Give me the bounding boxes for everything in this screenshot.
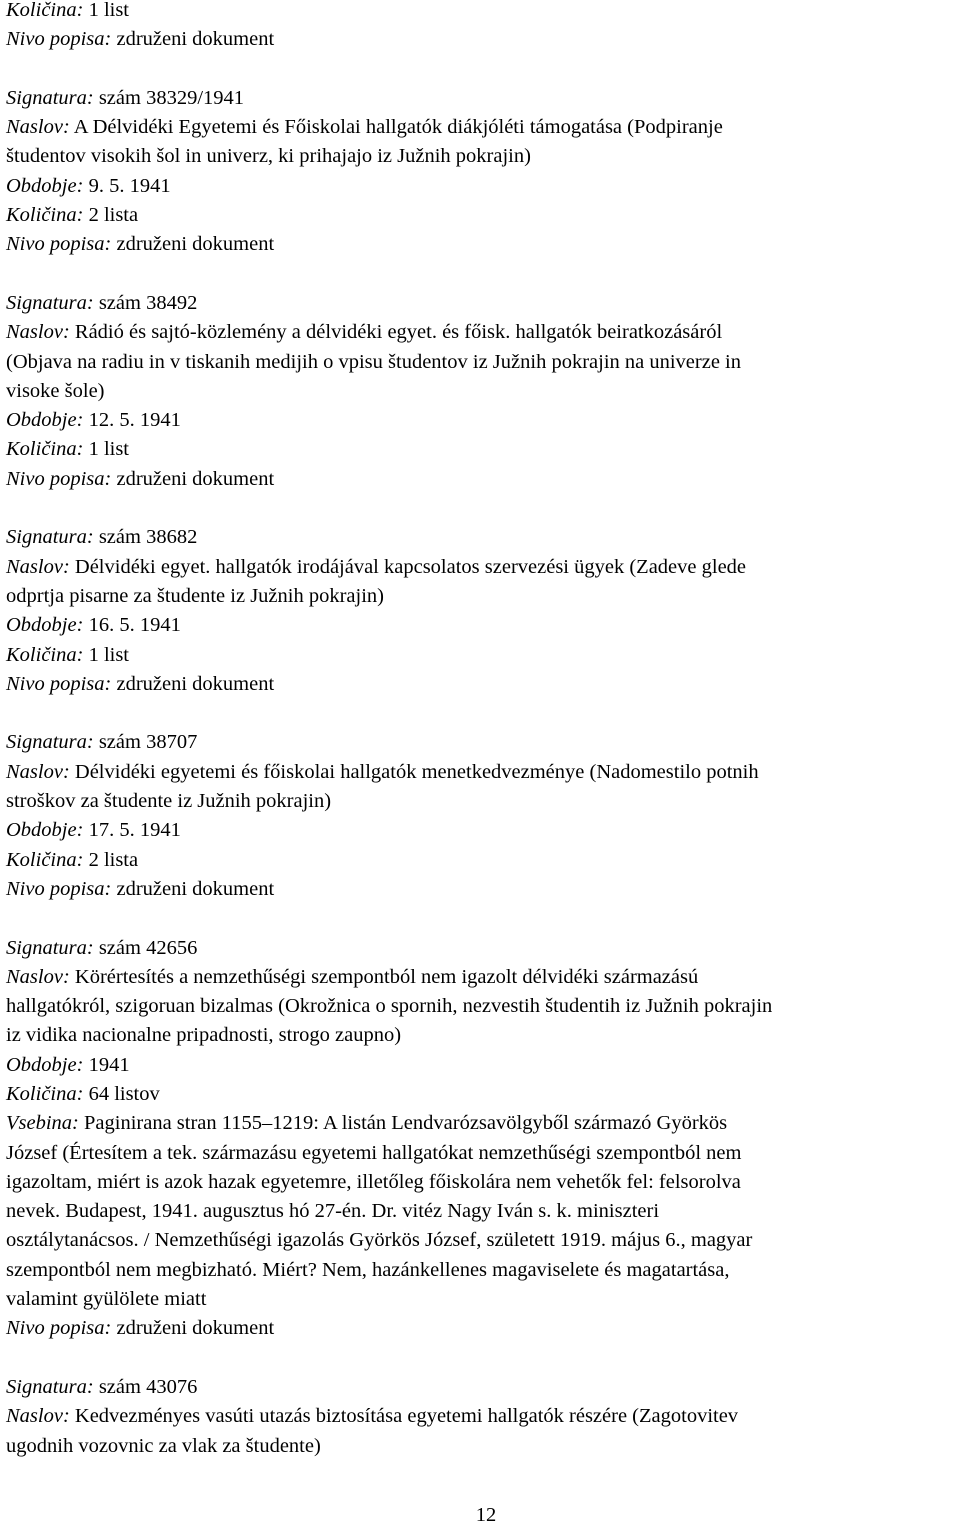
vsebina-line bbox=[6, 1109, 956, 1138]
vsebina-line: igazoltam, miért is azok hazak egyetemre, illetőleg főiskolára nem vehetők fel: felsorolva bbox=[6, 1170, 741, 1193]
archive-entry bbox=[6, 1373, 956, 1461]
signatura-label: Signatura: bbox=[6, 86, 94, 109]
nivo-value: združeni dokument bbox=[116, 28, 275, 51]
nivo-label: Nivo popisa: bbox=[6, 233, 112, 256]
archive-entry bbox=[6, 84, 956, 260]
naslov-label: Naslov: bbox=[6, 116, 70, 139]
document-body bbox=[6, 0, 956, 1461]
kolicina-label: Količina: bbox=[6, 643, 84, 666]
kolicina-value: 2 lista bbox=[88, 204, 139, 227]
signatura-line bbox=[6, 289, 956, 318]
nivo-label: Nivo popisa: bbox=[6, 877, 112, 900]
nivo-label: Nivo popisa: bbox=[6, 672, 112, 695]
naslov-text: Körértesítés a nemzethűségi szempontból nem igazolt délvidéki származású bbox=[74, 965, 699, 988]
naslov-text: Délvidéki egyetemi és főiskolai hallgatók menetkedvezménye (Nadomestilo potnih bbox=[74, 760, 759, 783]
kolicina-line bbox=[6, 201, 956, 230]
signatura-value: szám 38492 bbox=[98, 291, 198, 314]
naslov-label: Naslov: bbox=[6, 555, 70, 578]
signatura-value: szám 38329/1941 bbox=[98, 86, 245, 109]
vsebina-label: Vsebina: bbox=[6, 1112, 79, 1135]
spacer bbox=[6, 904, 956, 933]
kolicina-value: 1 list bbox=[88, 438, 130, 461]
naslov-text: Rádió és sajtó-közlemény a délvidéki egyet. és főisk. hallgatók beiratkozásáról bbox=[74, 321, 723, 344]
spacer bbox=[6, 55, 956, 84]
naslov-text: Kedvezményes vasúti utazás biztosítása egyetemi hallgatók részére (Zagotovitev bbox=[74, 1405, 739, 1428]
signatura-label: Signatura: bbox=[6, 731, 94, 754]
nivo-value: združeni dokument bbox=[116, 672, 275, 695]
obdobje-value: 16. 5. 1941 bbox=[88, 614, 181, 637]
naslov-line: visoke šole) bbox=[6, 379, 105, 402]
nivo-line bbox=[6, 670, 956, 699]
naslov-line: študentov visokih šol in univerz, ki prihajajo iz Južnih pokrajin) bbox=[6, 145, 531, 168]
naslov-text: Délvidéki egyet. hallgatók irodájával kapcsolatos szervezési ügyek (Zadeve glede bbox=[74, 555, 747, 578]
naslov-line: stroškov za študente iz Južnih pokrajin) bbox=[6, 790, 332, 813]
naslov-text: A Délvidéki Egyetemi és Főiskolai hallgatók diákjóléti támogatása (Podpiranje bbox=[73, 116, 723, 139]
obdobje-line bbox=[6, 611, 956, 640]
signatura-value: szám 38707 bbox=[98, 731, 198, 754]
naslov-label: Naslov: bbox=[6, 965, 70, 988]
signatura-value: szám 38682 bbox=[98, 526, 198, 549]
signatura-label: Signatura: bbox=[6, 526, 94, 549]
naslov-line bbox=[6, 553, 956, 582]
obdobje-line bbox=[6, 816, 956, 845]
signatura-value: szám 42656 bbox=[98, 936, 198, 959]
obdobje-value: 12. 5. 1941 bbox=[88, 409, 181, 432]
kolicina-value: 64 listov bbox=[88, 1082, 160, 1105]
kolicina-label: Količina: bbox=[6, 1082, 84, 1105]
nivo-value: združeni dokument bbox=[116, 467, 275, 490]
signatura-value: szám 43076 bbox=[98, 1375, 198, 1398]
nivo-label: Nivo popisa: bbox=[6, 28, 112, 51]
vsebina-line: szempontból nem megbizható. Miért? Nem, hazánkellenes magaviselete és magatartása, bbox=[6, 1258, 730, 1281]
naslov-line bbox=[6, 318, 956, 347]
naslov-line bbox=[6, 758, 956, 787]
obdobje-label: Obdobje: bbox=[6, 1053, 84, 1076]
kolicina-value: 2 lista bbox=[88, 848, 139, 871]
signatura-line bbox=[6, 1373, 956, 1402]
signatura-line bbox=[6, 728, 956, 757]
archive-entry bbox=[6, 289, 956, 494]
vsebina-text: Paginirana stran 1155–1219: A listán Lendvarózsavölgyből származó Györkös bbox=[84, 1112, 728, 1135]
naslov-line: odprtja pisarne za študente iz Južnih pokrajin) bbox=[6, 584, 384, 607]
archive-entry bbox=[6, 934, 956, 1344]
obdobje-label: Obdobje: bbox=[6, 819, 84, 842]
nivo-line bbox=[6, 230, 956, 259]
nivo-line bbox=[6, 875, 956, 904]
nivo-value: združeni dokument bbox=[116, 233, 275, 256]
signatura-line bbox=[6, 934, 956, 963]
page-number: 12 bbox=[475, 1504, 497, 1526]
naslov-line: hallgatókról, szigoruan bizalmas (Okrožnica o spornih, nezvestih študentih iz Južnih pokrajin bbox=[6, 995, 773, 1018]
spacer bbox=[6, 699, 956, 728]
vsebina-line: osztálytanácsos. / Nemzethűségi igazolás Györkös József, született 1919. május 6., magyar bbox=[6, 1229, 753, 1252]
naslov-line: iz vidika nacionalne pripadnosti, strogo zaupno) bbox=[6, 1024, 402, 1047]
naslov-label: Naslov: bbox=[6, 760, 70, 783]
nivo-label: Nivo popisa: bbox=[6, 1317, 112, 1340]
nivo-value: združeni dokument bbox=[116, 877, 275, 900]
kolicina-line bbox=[6, 641, 956, 670]
obdobje-line bbox=[6, 1051, 956, 1080]
obdobje-label: Obdobje: bbox=[6, 614, 84, 637]
spacer bbox=[6, 260, 956, 289]
archive-entry bbox=[6, 523, 956, 699]
kolicina-label: Količina: bbox=[6, 0, 84, 21]
naslov-label: Naslov: bbox=[6, 321, 70, 344]
nivo-label: Nivo popisa: bbox=[6, 467, 112, 490]
naslov-line: ugodnih vozovnic za vlak za študente) bbox=[6, 1434, 321, 1457]
signatura-label: Signatura: bbox=[6, 1375, 94, 1398]
nivo-line bbox=[6, 1314, 956, 1343]
nivo-line bbox=[6, 465, 956, 494]
kolicina-value: 1 list bbox=[88, 643, 130, 666]
nivo-line bbox=[6, 25, 956, 54]
kolicina-line bbox=[6, 1080, 956, 1109]
kolicina-line bbox=[6, 435, 956, 464]
vsebina-line: József (Értesítem a tek. származásu egyetemi hallgatókat nemzethűségi szempontból nem bbox=[6, 1141, 742, 1164]
signatura-label: Signatura: bbox=[6, 291, 94, 314]
obdobje-line bbox=[6, 172, 956, 201]
naslov-label: Naslov: bbox=[6, 1405, 70, 1428]
obdobje-label: Obdobje: bbox=[6, 174, 84, 197]
kolicina-label: Količina: bbox=[6, 438, 84, 461]
vsebina-line: nevek. Budapest, 1941. augusztus hó 27-én. Dr. vitéz Nagy Iván s. k. miniszteri bbox=[6, 1200, 660, 1223]
kolicina-label: Količina: bbox=[6, 848, 84, 871]
spacer bbox=[6, 494, 956, 523]
naslov-line bbox=[6, 1402, 956, 1431]
signatura-line bbox=[6, 84, 956, 113]
kolicina-label: Količina: bbox=[6, 204, 84, 227]
obdobje-value: 1941 bbox=[88, 1053, 130, 1076]
obdobje-value: 17. 5. 1941 bbox=[88, 819, 181, 842]
kolicina-line bbox=[6, 846, 956, 875]
kolicina-line bbox=[6, 0, 956, 25]
signatura-label: Signatura: bbox=[6, 936, 94, 959]
signatura-line bbox=[6, 523, 956, 552]
nivo-value: združeni dokument bbox=[116, 1317, 275, 1340]
obdobje-line bbox=[6, 406, 956, 435]
obdobje-label: Obdobje: bbox=[6, 409, 84, 432]
naslov-line: (Objava na radiu in v tiskanih medijih o vpisu študentov iz Južnih pokrajin na univerze in bbox=[6, 350, 741, 373]
obdobje-value: 9. 5. 1941 bbox=[88, 174, 171, 197]
archive-entry bbox=[6, 728, 956, 904]
kolicina-value: 1 list bbox=[88, 0, 130, 21]
naslov-line bbox=[6, 113, 956, 142]
vsebina-line: valamint gyülölete miatt bbox=[6, 1288, 207, 1311]
spacer bbox=[6, 1344, 956, 1373]
naslov-line bbox=[6, 963, 956, 992]
